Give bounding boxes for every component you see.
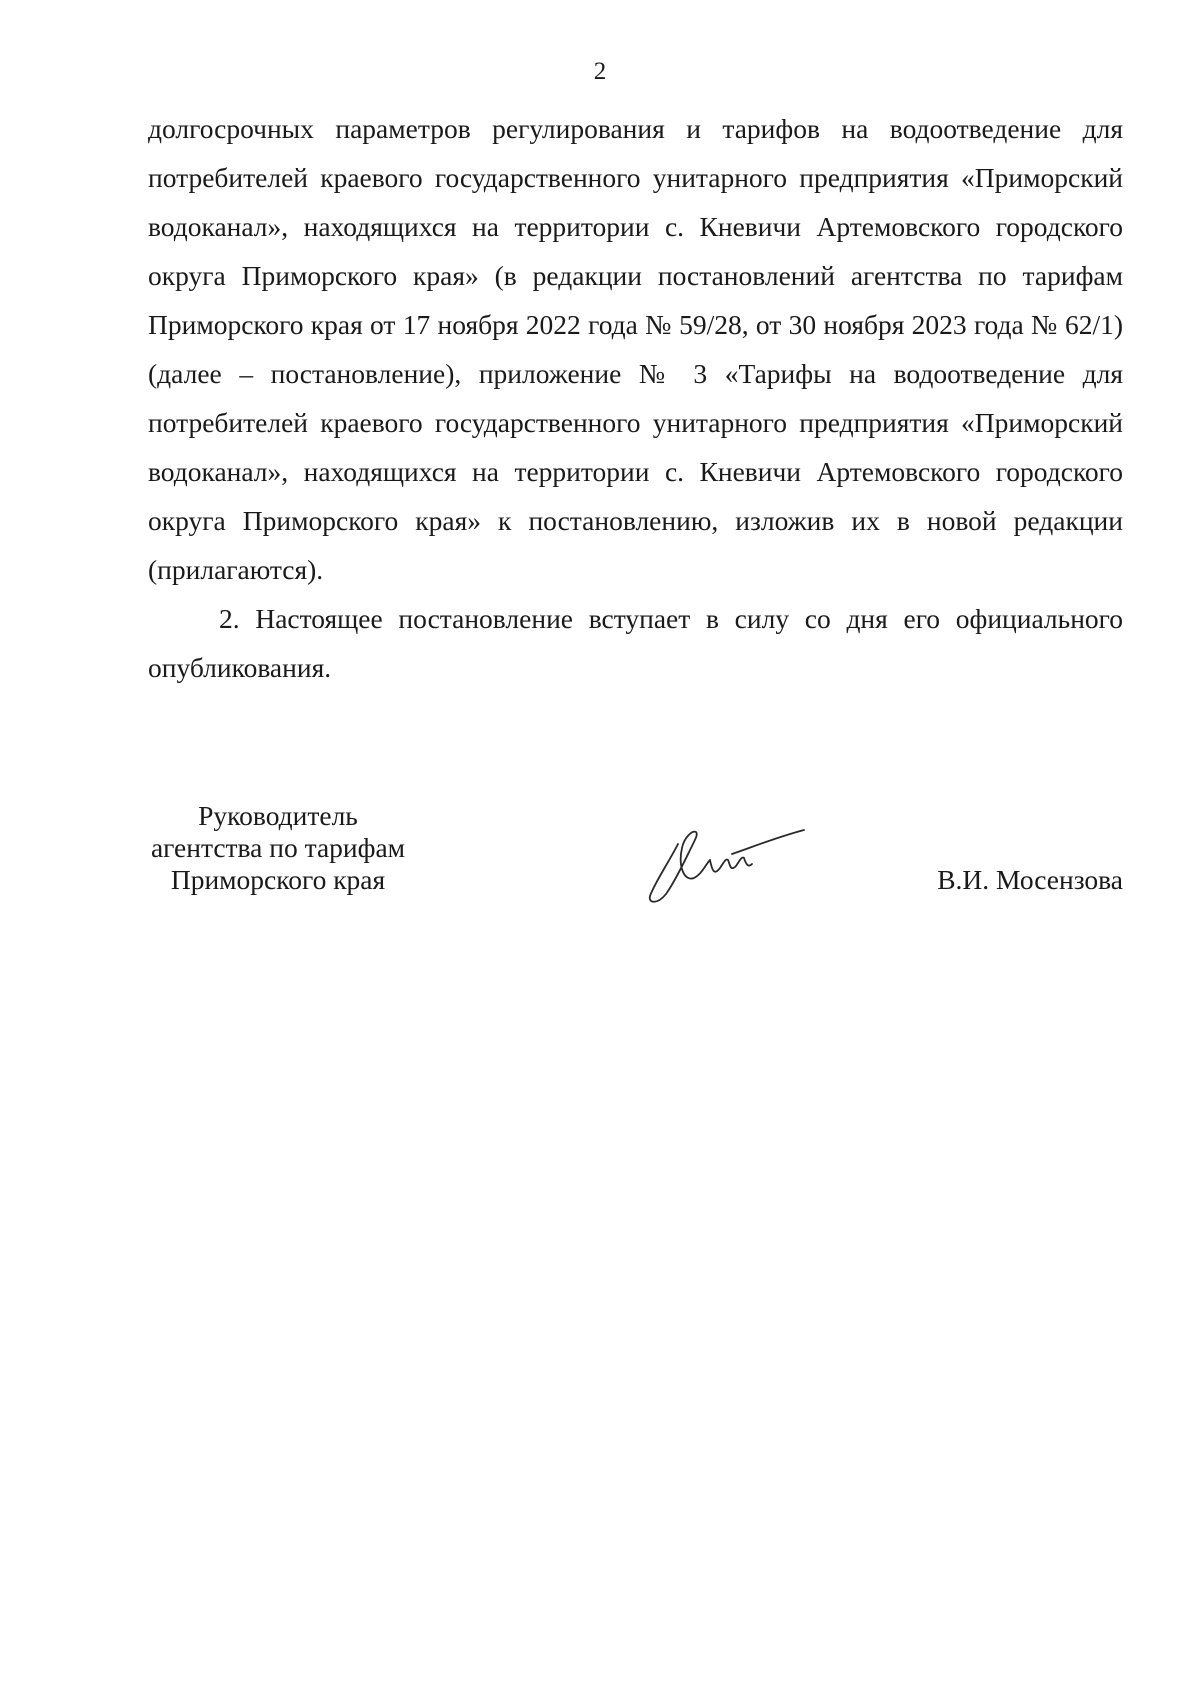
page-number: 2 [593, 58, 607, 85]
signer-position-line-3: Приморского края [170, 864, 386, 895]
paragraph-item-2: 2. Настоящее постановление вступает в силу со дня его официального опубликования. [148, 603, 1123, 683]
document-body [148, 104, 1123, 692]
signer-position-line-1: Руководитель [198, 800, 358, 831]
paragraph-continuation: долгосрочных параметров регулирования и тарифов на водоотведение для потребителей краевого государственного унитарного предприятия «Приморский водоканал», находящихся на территории с. Кневичи Артемовского городского округа Приморского края» (в редакции постановлений агентства по тарифам Приморского края от 17 ноября 2022 года № 59/28, от 30 ноября 2023 года № 62/1) (далее – постановление), приложение № 3 «Тарифы на водоотведение для потребителей краевого государственного унитарного предприятия «Приморский водоканал», находящихся на территории с. Кневичи Артемовского городского округа Приморского края» к постановлению, изложив их в новой редакции (прилагаются). [148, 113, 1123, 585]
signer-position-line-2: агентства по тарифам [150, 832, 406, 863]
handwritten-signature-icon [640, 808, 810, 908]
signer-position [148, 800, 408, 896]
signer-name: В.И. Мосензова [937, 864, 1123, 895]
